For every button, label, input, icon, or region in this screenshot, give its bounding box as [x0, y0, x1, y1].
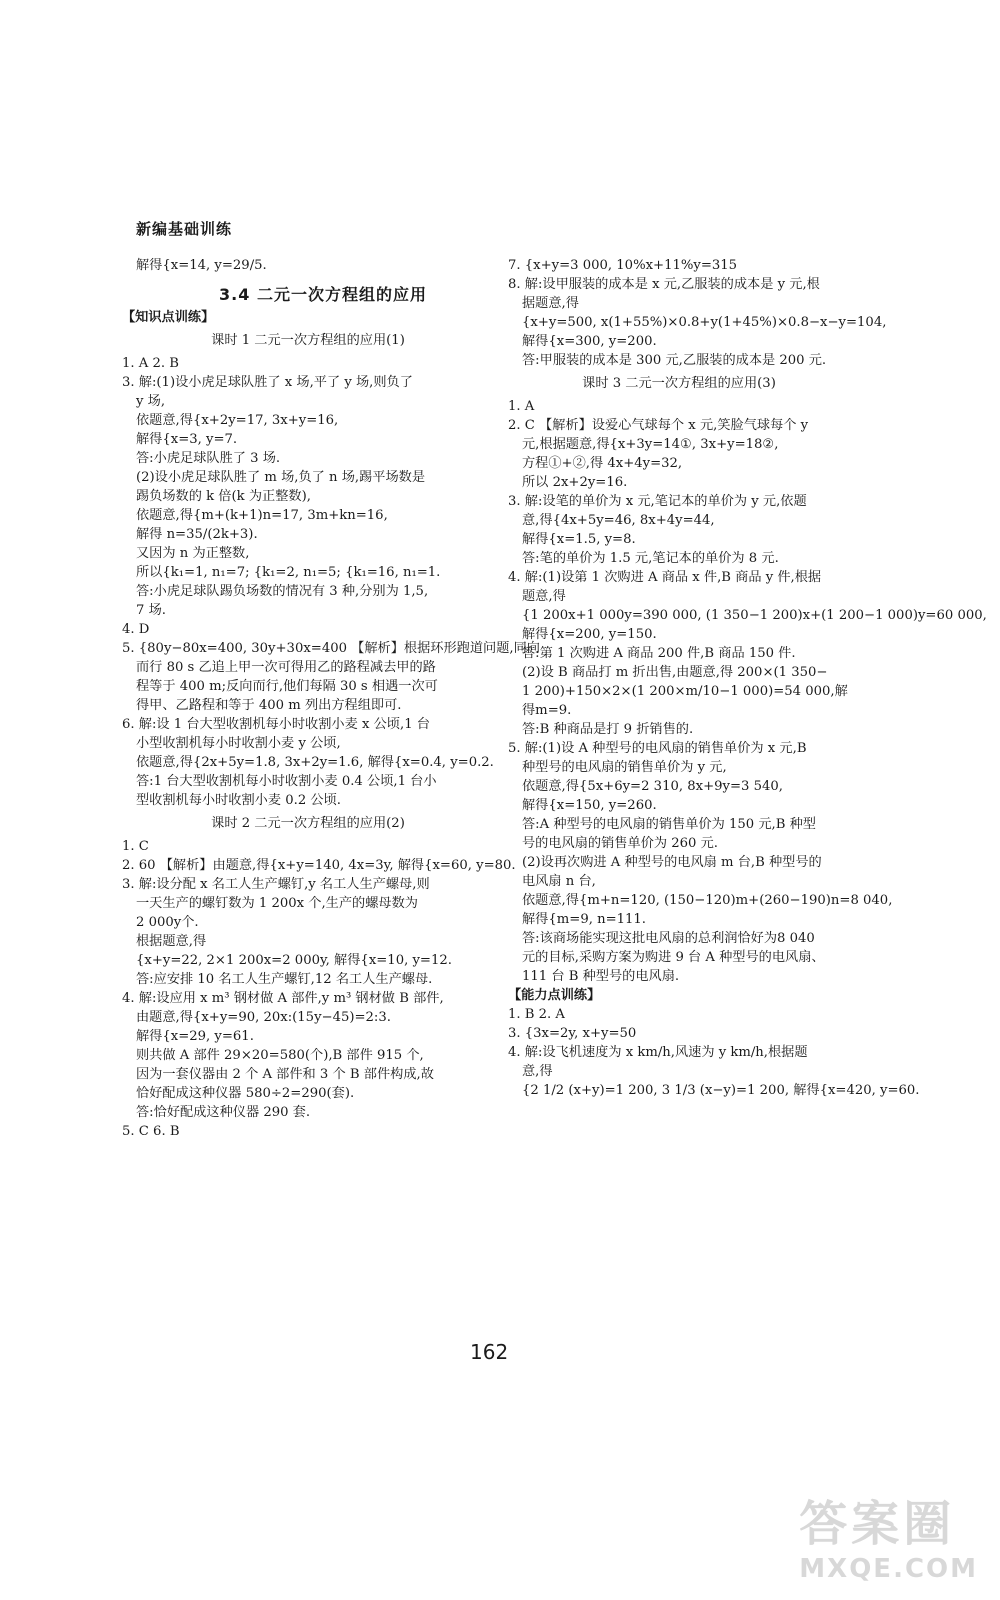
question-answer: 5. {80y−80x=400, 30y+30x=400 【解析】根据环形跑道问题,同向 [122, 641, 540, 656]
answer-line: 解得{x=14, y=29/5. [136, 258, 267, 273]
question-answer: 3. 解:设笔的单价为 x 元,笔记本的单价为 y 元,依题 [508, 494, 807, 509]
answer-line: 答:笔的单价为 1.5 元,笔记本的单价为 8 元. [522, 551, 779, 566]
answer-line: 解得{m=9, n=111. [522, 912, 646, 927]
answer-line: 程等于 400 m;反向而行,他们每隔 30 s 相遇一次可 [136, 679, 438, 694]
question-answer: 3. 解:设分配 x 名工人生产螺钉,y 名工人生产螺母,则 [122, 877, 430, 892]
lesson-heading: 课时 3 二元一次方程组的应用(3) [582, 376, 776, 391]
answer-line: 解得{x=150, y=260. [522, 798, 657, 813]
answer-line: 解得{x=3, y=7. [136, 432, 238, 447]
answer-line: 答:应安排 10 名工人生产螺钉,12 名工人生产螺母. [136, 972, 433, 987]
answer-line: 解得{x=29, y=61. [136, 1029, 254, 1044]
lesson-heading: 课时 2 二元一次方程组的应用(2) [211, 816, 405, 831]
answer-line: (2)设 B 商品打 m 折出售,由题意,得 200×(1 350− [522, 665, 828, 680]
answer-line: 7 场. [136, 603, 166, 618]
answer-line: 方程①+②,得 4x+4y=32, [522, 456, 683, 471]
question-answer: 3. 解:(1)设小虎足球队胜了 x 场,平了 y 场,则负了 [122, 375, 413, 390]
answer-line: 电风扇 n 台, [522, 874, 596, 889]
answer-line: 据题意,得 [522, 296, 579, 311]
answer-line: 依题意,得{2x+5y=1.8, 3x+2y=1.6, 解得{x=0.4, y=0.2. [136, 755, 494, 770]
question-answer: 4. 解:设应用 x m³ 钢材做 A 部件,y m³ 钢材做 B 部件, [122, 991, 444, 1006]
answer-line: 因为一套仪器由 2 个 A 部件和 3 个 B 部件构成,故 [136, 1067, 434, 1082]
question-answer: 5. C 6. B [122, 1124, 180, 1139]
question-answer: 7. {x+y=3 000, 10%x+11%y=315 [508, 258, 738, 273]
answer-line: 答:小虎足球队踢负场数的情况有 3 种,分别为 1,5, [136, 584, 429, 599]
question-answer: 4. 解:设飞机速度为 x km/h,风速为 y km/h,根据题 [508, 1045, 808, 1060]
section-title: 3.4 二元一次方程组的应用 [219, 285, 427, 304]
answer-line: 答:B 种商品是打 9 折销售的. [522, 722, 694, 737]
question-answer: 1. B 2. A [508, 1007, 565, 1022]
question-answer: 2. C 【解析】设爱心气球每个 x 元,笑脸气球每个 y [508, 418, 809, 433]
answer-line: 根据题意,得 [136, 934, 207, 949]
question-answer: 4. 解:(1)设第 1 次购进 A 商品 x 件,B 商品 y 件,根据 [508, 570, 822, 585]
question-answer: 1. A 2. B [122, 356, 179, 371]
answer-line: (2)设再次购进 A 种型号的电风扇 m 台,B 种型号的 [522, 855, 822, 870]
answer-line: 元的目标,采购方案为购进 9 台 A 种型号的电风扇、 [522, 950, 825, 965]
question-answer: 1. C [122, 839, 149, 854]
answer-line: 答:该商场能实现这批电风扇的总利润恰好为8 040 [522, 931, 815, 946]
section-tag: 【知识点训练】 [122, 310, 215, 325]
answer-line: 得m=9. [522, 703, 572, 718]
answer-line: 答:1 台大型收割机每小时收割小麦 0.4 公顷,1 台小 [136, 774, 437, 789]
answer-line: 答:第 1 次购进 A 商品 200 件,B 商品 150 件. [522, 646, 796, 661]
answer-line: 2 000y个. [136, 915, 199, 930]
answer-line: 则共做 A 部件 29×20=580(个),B 部件 915 个, [136, 1048, 424, 1063]
answer-line: 号的电风扇的销售单价为 260 元. [522, 836, 718, 851]
answer-line: 解得{x=1.5, y=8. [522, 532, 636, 547]
answer-line: {x+y=22, 2×1 200x=2 000y, 解得{x=10, y=12. [136, 953, 452, 968]
answer-line: 题意,得 [522, 589, 566, 604]
answer-line: 依题意,得{5x+6y=2 310, 8x+9y=3 540, [522, 779, 783, 794]
answer-line: 依题意,得{x+2y=17, 3x+y=16, [136, 413, 339, 428]
question-answer: 2. 60 【解析】由题意,得{x+y=140, 4x=3y, 解得{x=60, y=80. [122, 858, 516, 873]
answer-line: 答:恰好配成这种仪器 290 套. [136, 1105, 311, 1120]
watermark-url: MXQE.COM [799, 1554, 978, 1584]
answer-line: 1 200)+150×2×(1 200×m/10−1 000)=54 000,解 [522, 684, 848, 699]
answer-line: 由题意,得{x+y=90, 20x:(15y−45)=2:3. [136, 1010, 391, 1025]
watermark-logo-text: 答案圈 [799, 1496, 956, 1552]
answer-line: 而行 80 s 乙追上甲一次可得用乙的路程减去甲的路 [136, 660, 436, 675]
answer-line: {x+y=500, x(1+55%)×0.8+y(1+45%)×0.8−x−y=104, [522, 315, 887, 330]
answer-line: 解得 n=35/(2k+3). [136, 527, 258, 542]
answer-line: 依题意,得{m+(k+1)n=17, 3m+kn=16, [136, 508, 388, 523]
answer-line: 型收割机每小时收割小麦 0.2 公顷. [136, 793, 341, 808]
answer-line: 依题意,得{m+n=120, (150−120)m+(260−190)n=8 040, [522, 893, 893, 908]
section-tag: 【能力点训练】 [508, 988, 601, 1003]
lesson-heading: 课时 1 二元一次方程组的应用(1) [211, 333, 405, 348]
answer-line: 所以{k₁=1, n₁=7; {k₁=2, n₁=5; {k₁=16, n₁=1. [136, 565, 441, 580]
question-answer: 5. 解:(1)设 A 种型号的电风扇的销售单价为 x 元,B [508, 741, 807, 756]
answer-line: y 场, [136, 394, 166, 409]
answer-line: 答:小虎足球队胜了 3 场. [136, 451, 281, 466]
answer-line: 解得{x=300, y=200. [522, 334, 657, 349]
watermark [799, 1485, 978, 1584]
question-answer: 1. A [508, 399, 535, 414]
question-answer: 6. 解:设 1 台大型收割机每小时收割小麦 x 公顷,1 台 [122, 717, 430, 732]
right-column [508, 256, 987, 1100]
answer-line: 答:A 种型号的电风扇的销售单价为 150 元,B 种型 [522, 817, 816, 832]
answer-line: 所以 2x+2y=16. [522, 475, 628, 490]
answer-line: {1 200x+1 000y=390 000, (1 350−1 200)x+(1 200−1 000)y=60 000, [522, 608, 987, 623]
answer-line: 小型收割机每小时收割小麦 y 公顷, [136, 736, 341, 751]
question-answer: 8. 解:设甲服装的成本是 x 元,乙服装的成本是 y 元,根 [508, 277, 820, 292]
question-answer: 3. {3x=2y, x+y=50 [508, 1026, 637, 1041]
answer-line: 踢负场数的 k 倍(k 为正整数), [136, 489, 311, 504]
answer-line: 种型号的电风扇的销售单价为 y 元, [522, 760, 727, 775]
answer-line: 意,得 [522, 1064, 553, 1079]
page-number: 162 [470, 1340, 509, 1364]
answer-line: (2)设小虎足球队胜了 m 场,负了 n 场,踢平场数是 [136, 470, 426, 485]
answer-line: 元,根据题意,得{x+3y=14①, 3x+y=18②, [522, 437, 779, 452]
question-answer: 4. D [122, 622, 150, 637]
answer-line: 又因为 n 为正整数, [136, 546, 250, 561]
answer-line: 意,得{4x+5y=46, 8x+4y=44, [522, 513, 715, 528]
answer-line: {2 1/2 (x+y)=1 200, 3 1/3 (x−y)=1 200, 解得{x=420, y=60. [522, 1083, 920, 1098]
series-title: 新编基础训练 [136, 220, 233, 238]
answer-line: 一天生产的螺钉数为 1 200x 个,生产的螺母数为 [136, 896, 418, 911]
answer-line: 得甲、乙路程和等于 400 m 列出方程组即可. [136, 698, 402, 713]
answer-line: 恰好配成这种仪器 580÷2=290(套). [136, 1086, 355, 1101]
answer-line: 111 台 B 种型号的电风扇. [522, 969, 680, 984]
answer-line: 解得{x=200, y=150. [522, 627, 657, 642]
answer-line: 答:甲服装的成本是 300 元,乙服装的成本是 200 元. [522, 353, 827, 368]
